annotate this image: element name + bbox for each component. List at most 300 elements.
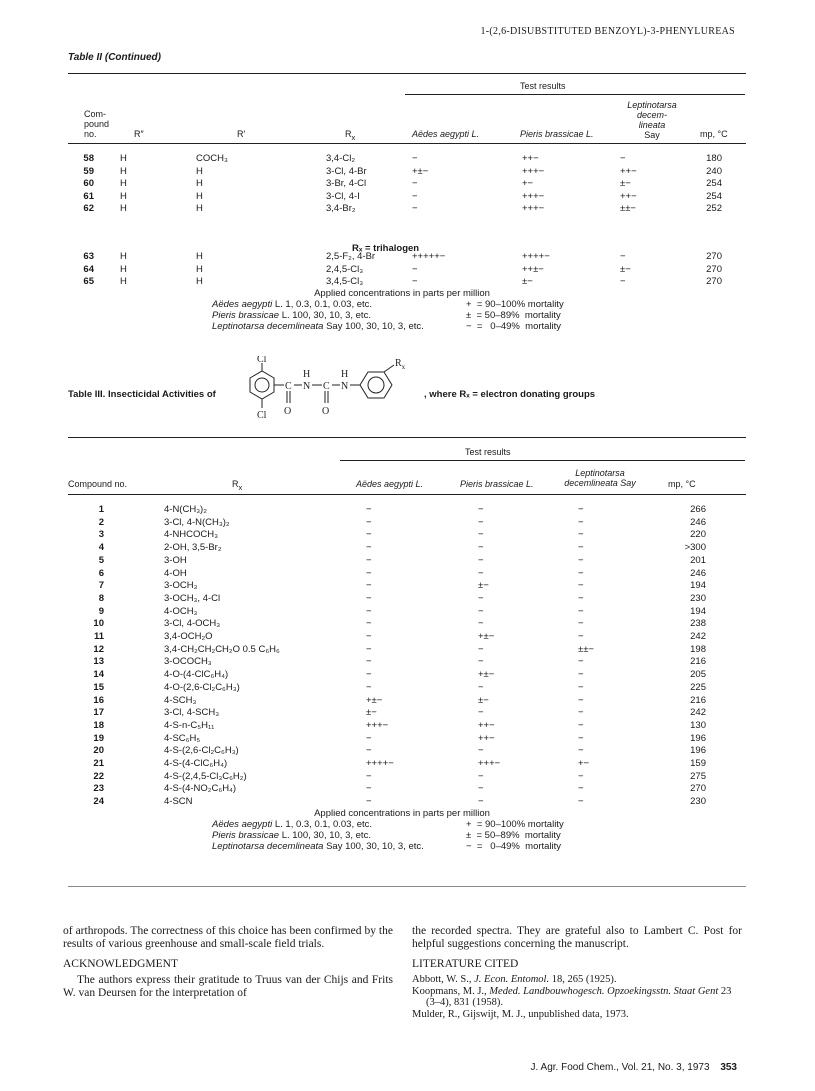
legend-species bbox=[212, 830, 371, 841]
table3-cell-lepto: − bbox=[578, 745, 584, 757]
legend-species-name: Pieris brassicae bbox=[212, 310, 280, 321]
legend-species-name: Aëdes aegypti bbox=[212, 299, 273, 310]
page-footer bbox=[531, 1062, 737, 1073]
t3-col-mp-header: mp, °C bbox=[668, 479, 696, 489]
table3-cell-pieris: − bbox=[478, 554, 484, 566]
table3-cell-aedes: − bbox=[366, 796, 372, 808]
table3-cell-mp: 196 bbox=[690, 732, 706, 744]
table3-cell-rx: 4-N(CH₃)₂ bbox=[164, 504, 207, 515]
reference-volume: 18, 265 (1925). bbox=[549, 974, 617, 985]
table3-cell-aedes: − bbox=[366, 656, 372, 668]
table3-legend bbox=[212, 808, 592, 852]
table2-cell-r2: H bbox=[120, 263, 127, 275]
col-r2-header: R″ bbox=[134, 129, 144, 139]
table3-cell-mp: 205 bbox=[690, 669, 706, 681]
col-lepto-header bbox=[612, 100, 692, 140]
table2-cell-rx: 3,4-Br₂ bbox=[326, 203, 356, 214]
col-compound-l3: no. bbox=[84, 129, 97, 139]
table3-cell-rx: 3,4-CH₂CH₂CH₂O 0.5 C₆H₆ bbox=[164, 643, 280, 655]
legend-key: + = 90–100% mortality bbox=[466, 819, 564, 830]
table3-cell-lepto: − bbox=[578, 529, 584, 541]
table2-cell-r2: H bbox=[120, 178, 127, 189]
table3-cell-mp: >300 bbox=[684, 542, 706, 554]
references-list bbox=[412, 974, 742, 1020]
cl-top-label: Cl bbox=[257, 356, 267, 365]
table3-cell-pieris: +±− bbox=[478, 631, 495, 642]
table2-cell-no: 62 bbox=[83, 203, 94, 214]
table3-cell-lepto: − bbox=[578, 694, 584, 706]
table3-cell-no: 19 bbox=[93, 732, 104, 744]
table3-cell-rx: 3-OCH₃, 4-Cl bbox=[164, 592, 221, 604]
footer-page-number: 353 bbox=[720, 1062, 737, 1073]
table3-cell-lepto: − bbox=[578, 707, 584, 719]
table3-cell-pieris: ±− bbox=[478, 694, 489, 706]
table3-cell-aedes: − bbox=[366, 554, 372, 566]
table3-cell-no: 4 bbox=[98, 542, 104, 554]
col-lepto-l2: decem- bbox=[636, 110, 667, 120]
table3-cell-mp: 196 bbox=[690, 745, 706, 757]
table2-cell-mp: 270 bbox=[706, 263, 722, 275]
col-rx-header bbox=[345, 129, 355, 143]
table2-caption: Table II (Continued) bbox=[68, 52, 161, 63]
cl-bottom-label: Cl bbox=[257, 410, 267, 421]
table2-cell-r1: H bbox=[196, 190, 203, 202]
table2-cell-no: 63 bbox=[83, 251, 94, 262]
table2-cell-rx: 2,4,5-Cl₃ bbox=[326, 263, 364, 275]
h1-label: H bbox=[303, 369, 311, 380]
table2-cell-r1: H bbox=[196, 251, 203, 262]
table3-cell-rx: 4-OCH₃ bbox=[164, 605, 198, 617]
table3-cell-pieris: − bbox=[478, 745, 484, 757]
table3-cell-aedes: − bbox=[366, 783, 372, 795]
reference-item bbox=[412, 974, 742, 986]
legend-line bbox=[212, 819, 592, 830]
legend-species-conc: Say 100, 30, 10, 3, etc. bbox=[323, 841, 424, 852]
legend-species-name: Pieris brassicae bbox=[212, 830, 280, 841]
table3-cell-mp: 194 bbox=[690, 605, 706, 617]
table2-cell-lepto: ±− bbox=[620, 178, 631, 189]
table3-cell-lepto: − bbox=[578, 554, 584, 566]
table2-cell-lepto: ±±− bbox=[620, 203, 636, 214]
table3-cell-aedes: − bbox=[366, 567, 372, 579]
table3-cell-no: 17 bbox=[93, 707, 104, 719]
table2-cell-no: 59 bbox=[83, 165, 94, 177]
table3-cell-no: 7 bbox=[98, 580, 104, 592]
table3-cell-mp: 266 bbox=[690, 504, 706, 515]
table3-cell-lepto: − bbox=[578, 732, 584, 744]
table3-cell-no: 23 bbox=[93, 783, 104, 795]
table3-cell-lepto: − bbox=[578, 796, 584, 808]
t3-col-compound-header: Compound no. bbox=[68, 479, 128, 489]
table2-cell-pieris: ++++− bbox=[522, 251, 550, 262]
table3-cell-no: 1 bbox=[98, 504, 104, 515]
table3-cell-no: 5 bbox=[98, 554, 104, 566]
table2-cell-pieris: ±− bbox=[522, 276, 533, 287]
table2-cell-no: 58 bbox=[83, 153, 94, 164]
table2-cell-no: 65 bbox=[83, 276, 94, 287]
footer-journal: J. Agr. Food Chem., Vol. 21, No. 3, 1973 bbox=[530, 1062, 710, 1073]
table3-cell-mp: 246 bbox=[690, 516, 706, 528]
table2-cell-aedes: − bbox=[412, 178, 418, 189]
table3-cell-lepto: − bbox=[578, 580, 584, 592]
table3-cell-pieris: ++− bbox=[478, 719, 495, 731]
reference-volume: 23 (3–4), 831 (1958). bbox=[426, 985, 732, 1008]
table2-cell-lepto: ++− bbox=[620, 190, 637, 202]
aniline-ring bbox=[360, 372, 392, 398]
table2-cell-no: 60 bbox=[83, 178, 94, 189]
table2-cell-aedes: − bbox=[412, 276, 418, 287]
legend-line bbox=[212, 830, 592, 841]
rx-label-letter: R bbox=[395, 358, 402, 369]
table3-cell-aedes: − bbox=[366, 504, 372, 515]
table3-cell-aedes: − bbox=[366, 529, 372, 541]
table3-cell-rx: 4-S-(2,6-Cl₂C₆H₃) bbox=[164, 745, 239, 757]
rx-label bbox=[395, 358, 406, 371]
table3-cell-lepto: − bbox=[578, 681, 584, 693]
legend-species-conc: L. 100, 30, 10, 3, etc. bbox=[279, 310, 371, 321]
table3-cell-mp: 198 bbox=[690, 643, 706, 655]
table3-cell-aedes: − bbox=[366, 745, 372, 757]
col-lepto-l3: lineata bbox=[638, 120, 666, 130]
table3-cell-lepto: − bbox=[578, 504, 584, 515]
table3-cell-pieris: − bbox=[478, 796, 484, 808]
body-left-column bbox=[63, 925, 393, 1000]
table3-cell-aedes: ±− bbox=[366, 707, 377, 719]
table2-cell-mp: 254 bbox=[706, 178, 722, 189]
table3-cell-mp: 242 bbox=[690, 631, 706, 642]
legend-species-conc: Say 100, 30, 10, 3, etc. bbox=[323, 321, 424, 332]
table3-cell-pieris: − bbox=[478, 504, 484, 515]
table3-cell-aedes: − bbox=[366, 681, 372, 693]
t3-col-lepto-header bbox=[555, 468, 645, 488]
table3-cell-lepto: − bbox=[578, 605, 584, 617]
n1-label: N bbox=[303, 381, 311, 392]
table3-caption-suffix: , where Rₓ = electron donating groups bbox=[424, 389, 596, 400]
table3-cell-aedes: − bbox=[366, 516, 372, 528]
legend-species-name: Leptinotarsa decemlineata bbox=[212, 841, 324, 852]
col-r1-header: R′ bbox=[237, 129, 246, 139]
table3-cell-mp: 238 bbox=[690, 618, 706, 630]
table3-cell-mp: 220 bbox=[690, 529, 706, 541]
table2-cell-lepto: − bbox=[620, 153, 626, 164]
table3-cell-lepto: − bbox=[578, 516, 584, 528]
table2-cell-rx: 2,5-F₂, 4-Br bbox=[326, 251, 376, 262]
table3-cell-no: 15 bbox=[93, 681, 104, 693]
col-compound-l1: Com- bbox=[84, 109, 106, 119]
table3-cell-mp: 159 bbox=[690, 758, 706, 769]
reference-journal: Meded. Landbouwhogesch. Opzoekingsstn. Staat Gent bbox=[489, 985, 719, 997]
table2-cell-aedes: +++++− bbox=[412, 251, 446, 262]
table3-cell-rx: 2-OH, 3,5-Br₂ bbox=[164, 542, 222, 554]
table2-legend bbox=[212, 288, 592, 332]
table3-cell-lepto: − bbox=[578, 592, 584, 604]
table3-cell-aedes: +++− bbox=[366, 719, 389, 731]
legend-species bbox=[212, 819, 372, 830]
acknowledgment-text: The authors express their gratitude to Truus van der Chijs and Frits W. van Deursen for the interpretation of bbox=[63, 974, 393, 999]
table3-cell-no: 13 bbox=[93, 656, 104, 668]
table3-cell-pieris: − bbox=[478, 529, 484, 541]
table2-cell-mp: 240 bbox=[706, 165, 722, 177]
table3-cell-aedes: − bbox=[366, 732, 372, 744]
table3-cell-pieris: ±− bbox=[478, 580, 489, 592]
table3-cell-rx: 4-NHCOCH₃ bbox=[164, 529, 219, 541]
table3-cell-aedes: − bbox=[366, 669, 372, 681]
table3-cell-rx: 3,4-OCH₂O bbox=[164, 631, 213, 642]
o1-label: O bbox=[284, 406, 292, 417]
legend-line bbox=[212, 299, 592, 310]
col-mp-header: mp, °C bbox=[700, 129, 728, 139]
table3-cell-no: 21 bbox=[93, 758, 104, 769]
table3-cell-pieris: − bbox=[478, 783, 484, 795]
table3-cell-rx: 4-SCH₃ bbox=[164, 694, 197, 706]
c1-label: C bbox=[285, 381, 292, 392]
table3-cell-pieris: − bbox=[478, 592, 484, 604]
legend-species-conc: L. 100, 30, 10, 3, etc. bbox=[279, 830, 371, 841]
rx-label-sub: x bbox=[401, 363, 406, 371]
table2-cell-lepto: ±− bbox=[620, 263, 631, 275]
table3-cell-lepto: − bbox=[578, 770, 584, 782]
table3-cell-no: 20 bbox=[93, 745, 104, 757]
rx-bond bbox=[384, 365, 394, 372]
table3-cell-pieris: − bbox=[478, 681, 484, 693]
table2-top-rule bbox=[68, 73, 746, 74]
table3-cell-mp: 270 bbox=[690, 783, 706, 795]
acknowledgment-heading: ACKNOWLEDGMENT bbox=[63, 958, 178, 970]
table3-cell-no: 24 bbox=[93, 796, 104, 808]
legend-title: Applied concentrations in parts per million bbox=[314, 288, 490, 299]
reference-journal: J. Econ. Entomol. bbox=[474, 974, 550, 985]
benzoyl-ring-aromatic bbox=[255, 378, 269, 392]
table2-cell-rx: 3-Cl, 4-I bbox=[326, 190, 360, 202]
table2-cell-no: 61 bbox=[83, 190, 94, 202]
table3-cell-lepto: − bbox=[578, 669, 584, 681]
table2-cell-pieris: ++− bbox=[522, 153, 539, 164]
table3-cell-aedes: − bbox=[366, 605, 372, 617]
table2-cell-r2: H bbox=[120, 165, 127, 177]
table3-cell-lepto: +− bbox=[578, 758, 590, 769]
table2-cell-aedes: − bbox=[412, 153, 418, 164]
legend-species bbox=[212, 299, 372, 310]
table2-cell-rx: 3,4,5-Cl₃ bbox=[326, 276, 364, 287]
legend-species-conc: L. 1, 0.3, 0.1, 0.03, etc. bbox=[272, 819, 373, 830]
table2-cell-rx: 3-Br, 4-Cl bbox=[326, 178, 367, 189]
table2-cell-r1: H bbox=[196, 263, 203, 275]
reference-item bbox=[412, 986, 742, 1009]
table2-cell-pieris: +++− bbox=[522, 203, 545, 214]
table2-cell-r2: H bbox=[120, 276, 127, 287]
table3-cell-pieris: ++− bbox=[478, 732, 495, 744]
table3-cell-no: 11 bbox=[93, 631, 104, 642]
table3-cell-no: 12 bbox=[93, 643, 104, 655]
legend-title: Applied concentrations in parts per million bbox=[314, 808, 490, 819]
table3-cell-lepto: ±±− bbox=[578, 643, 594, 655]
table2-group-header: Test results bbox=[520, 81, 566, 91]
o2-label: O bbox=[322, 406, 330, 417]
h2-label: H bbox=[341, 369, 349, 380]
table3-cell-lepto: − bbox=[578, 567, 584, 579]
legend-key: ± = 50–89% mortality bbox=[466, 830, 561, 841]
reference-item bbox=[412, 1009, 742, 1021]
table3-cell-pieris: +++− bbox=[478, 758, 501, 769]
n2-label: N bbox=[341, 381, 349, 392]
legend-key: + = 90–100% mortality bbox=[466, 299, 564, 310]
table3-cell-no: 6 bbox=[98, 567, 104, 579]
t3-rx-letter: R bbox=[232, 479, 239, 489]
table3-top-rule bbox=[68, 437, 746, 438]
table3-cell-no: 18 bbox=[93, 719, 104, 731]
table2-cell-aedes: − bbox=[412, 263, 418, 275]
table3-cell-pieris: +±− bbox=[478, 669, 495, 681]
phenylurea-structure bbox=[232, 356, 447, 428]
table3-cell-pieris: − bbox=[478, 656, 484, 668]
table3-cell-rx: 4-O-(4-ClC₆H₄) bbox=[164, 669, 229, 681]
c2-label: C bbox=[323, 381, 330, 392]
table2-cell-r2: H bbox=[120, 153, 127, 164]
table3-cell-pieris: − bbox=[478, 770, 484, 782]
table3-cell-mp: 275 bbox=[690, 770, 706, 782]
literature-heading: LITERATURE CITED bbox=[412, 958, 519, 970]
t3-col-pieris-header: Pieris brassicae L. bbox=[460, 479, 534, 489]
legend-species-name: Aëdes aegypti bbox=[212, 819, 273, 830]
table3-cell-pieris: − bbox=[478, 516, 484, 528]
legend-species-conc: L. 1, 0.3, 0.1, 0.03, etc. bbox=[272, 299, 373, 310]
body-right-column bbox=[412, 925, 742, 1020]
table2-cell-lepto: − bbox=[620, 276, 626, 287]
table3-cell-pieris: − bbox=[478, 605, 484, 617]
reference-authors: Abbott, W. S., bbox=[412, 974, 475, 985]
legend-species bbox=[212, 841, 424, 852]
table3-cell-rx: 4-SC₆H₅ bbox=[164, 732, 201, 744]
table2-cell-lepto: ++− bbox=[620, 165, 637, 177]
col-compound-l2: pound bbox=[84, 119, 110, 129]
table2-cell-pieris: +− bbox=[522, 178, 534, 189]
table3-cell-no: 10 bbox=[93, 618, 104, 630]
table3-cell-no: 9 bbox=[98, 605, 104, 617]
table3-cell-lepto: − bbox=[578, 631, 584, 642]
table3-cell-mp: 225 bbox=[690, 681, 706, 693]
col-aedes-header: Aëdes aegypti L. bbox=[412, 129, 480, 139]
table2-cell-pieris: ++±− bbox=[522, 263, 544, 275]
col-lepto-l1: Leptinotarsa bbox=[627, 100, 677, 110]
table3-cell-no: 3 bbox=[98, 529, 104, 541]
table3-cell-rx: 4-O-(2,6-Cl₂C₆H₃) bbox=[164, 681, 240, 693]
table3-group-rule bbox=[340, 460, 745, 461]
table2-cell-mp: 180 bbox=[706, 153, 722, 164]
table3-cell-rx: 3-OCH₃ bbox=[164, 580, 198, 592]
table3-cell-no: 14 bbox=[93, 669, 104, 681]
table2-cell-no: 64 bbox=[83, 263, 94, 275]
table3-cell-lepto: − bbox=[578, 542, 584, 554]
t3-rx-subscript: x bbox=[238, 482, 243, 492]
aniline-ring-aromatic bbox=[368, 377, 384, 393]
table2-cell-r2: H bbox=[120, 251, 127, 262]
table2-cell-r2: H bbox=[120, 190, 127, 202]
table3-cell-rx: 3-OCOCH₃ bbox=[164, 656, 212, 668]
table3-cell-mp: 201 bbox=[690, 554, 706, 566]
table3-cell-aedes: − bbox=[366, 631, 372, 642]
table3-cell-aedes: − bbox=[366, 580, 372, 592]
table2-cell-mp: 252 bbox=[706, 203, 722, 214]
table3-cell-aedes: ++++− bbox=[366, 758, 394, 769]
table2-cell-mp: 254 bbox=[706, 190, 722, 202]
table3-cell-lepto: − bbox=[578, 656, 584, 668]
body-left-paragraph: of arthropods. The correctness of this choice has been confirmed by the results of various greenhouse and small-scale field trials. bbox=[63, 925, 393, 950]
table2-cell-pieris: +++− bbox=[522, 165, 545, 177]
table2-cell-rx: 3-Cl, 4-Br bbox=[326, 165, 367, 177]
table3-cell-lepto: − bbox=[578, 783, 584, 795]
t3-col-aedes-header: Aëdes aegypti L. bbox=[356, 479, 424, 489]
table3-cell-aedes: − bbox=[366, 643, 372, 655]
table3-cell-aedes: − bbox=[366, 618, 372, 630]
table3-header-rule bbox=[68, 494, 746, 495]
col-lepto-l4: Say bbox=[644, 130, 660, 140]
table3-cell-rx: 3-Cl, 4-OCH₃ bbox=[164, 618, 221, 630]
legend-key: − = 0–49% mortality bbox=[466, 841, 562, 852]
table3-cell-lepto: − bbox=[578, 618, 584, 630]
table2-header-rule bbox=[68, 143, 746, 144]
table3-cell-mp: 194 bbox=[690, 580, 706, 592]
table2-cell-lepto: − bbox=[620, 251, 626, 262]
benzoyl-ring bbox=[250, 371, 274, 399]
table3-cell-mp: 246 bbox=[690, 567, 706, 579]
legend-key: ± = 50–89% mortality bbox=[466, 310, 561, 321]
table2-cell-rx: 3,4-Cl₂ bbox=[326, 153, 356, 164]
table3-cell-no: 16 bbox=[93, 694, 104, 706]
rx-letter: R bbox=[345, 129, 352, 139]
table3-cell-rx: 3-OH bbox=[164, 554, 187, 566]
legend-species bbox=[212, 321, 424, 332]
table3-cell-mp: 130 bbox=[690, 719, 706, 731]
rx-subscript: x bbox=[351, 132, 356, 142]
table2-cell-aedes: − bbox=[412, 203, 418, 214]
table3-cell-pieris: − bbox=[478, 643, 484, 655]
table2-cell-aedes: − bbox=[412, 190, 418, 202]
table3-cell-aedes: +±− bbox=[366, 694, 383, 706]
table3-cell-lepto: − bbox=[578, 719, 584, 731]
table3-cell-no: 8 bbox=[98, 592, 104, 604]
table3-group-header: Test results bbox=[465, 447, 511, 457]
table2-cell-mp: 270 bbox=[706, 251, 722, 262]
col-compound-header bbox=[84, 109, 109, 139]
table3-cell-aedes: − bbox=[366, 542, 372, 554]
t3-col-lepto-l2: decemlineata Say bbox=[564, 478, 636, 488]
table2-cell-mp: 270 bbox=[706, 276, 722, 287]
table2-cell-r1: H bbox=[196, 276, 203, 287]
table3-cell-pieris: − bbox=[478, 542, 484, 554]
table3-cell-pieris: − bbox=[478, 618, 484, 630]
table3-cell-no: 22 bbox=[93, 770, 104, 782]
table3-cell-mp: 216 bbox=[690, 694, 706, 706]
table3-cell-pieris: − bbox=[478, 567, 484, 579]
table3-cell-mp: 230 bbox=[690, 796, 706, 808]
table3-cell-rx: 4-OH bbox=[164, 567, 187, 579]
table2-cell-r1: H bbox=[196, 203, 203, 214]
table3-cell-rx: 4-S-(4-ClC₆H₄) bbox=[164, 758, 228, 769]
table3-cell-pieris: − bbox=[478, 707, 484, 719]
table3-cell-mp: 216 bbox=[690, 656, 706, 668]
t3-col-rx-header bbox=[232, 479, 242, 493]
table3-bottom-rule bbox=[68, 886, 746, 887]
table2-cell-r1: H bbox=[196, 165, 203, 177]
table2-subheading: Rₓ = trihalogen bbox=[352, 243, 420, 254]
body-right-paragraph: the recorded spectra. They are grateful also to Lambert C. Post for helpful suggestions concerning the manuscript. bbox=[412, 925, 742, 950]
table2-group-rule bbox=[405, 94, 745, 95]
table3-cell-mp: 230 bbox=[690, 592, 706, 604]
table3-cell-rx: 3-Cl, 4-SCH₃ bbox=[164, 707, 220, 719]
table3-cell-no: 2 bbox=[98, 516, 104, 528]
reference-authors: Mulder, R., Gijswijt, M. J., unpublished data, 1973. bbox=[412, 1008, 629, 1020]
table2-cell-aedes: +±− bbox=[412, 165, 429, 177]
